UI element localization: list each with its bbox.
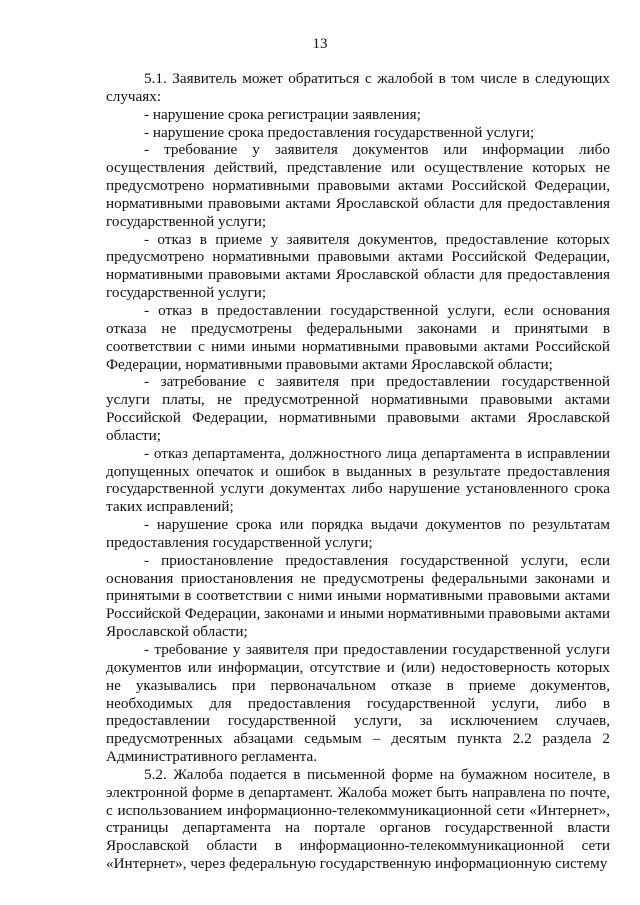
list-item-typo-correction: - отказ департамента, должностного лица департамента в исправлении допущенных опечаток и ошибок в выданных в результате предоставления государственной услуги документах либо нарушение установленного срока таких исправлений; [106,444,610,516]
paragraph-5-2: 5.2. Жалоба подается в письменной форме на бумажном носителе, в электронной форме в департамент. Жалоба может быть направлена по почте, с использованием информационно-телекоммуникационной сети «Интернет», страницы департамента на портале органов государственной власти Ярославской области в информационно-телекоммуникационной сети «Интернет», через федеральную государственную информационную систему [106,765,610,873]
paragraph-5-1-intro: 5.1. Заявитель может обратиться с жалобой в том числе в следующих случаях: [106,70,610,105]
page-number: 13 [312,36,328,52]
list-item-document-requirement: - требование у заявителя документов или информации либо осуществления действий, представление или осуществление которых не предусмотрено нормативными правовыми актами Российской Федерации, нормативными правовыми актами Ярославской области для предоставления государственной услуги; [106,141,610,230]
list-item-issuance-violation: - нарушение срока или порядка выдачи документов по результатам предоставления государственной услуги; [106,516,610,551]
list-item-registration-deadline: - нарушение срока регистрации заявления; [144,105,421,123]
document-body [106,70,610,873]
list-item-refusal-acceptance: - отказ в приеме у заявителя документов, предоставление которых предусмотрено нормативными правовыми актами Российской Федерации, нормативными правовыми актами Ярославской области для предоставления государственной услуги; [106,230,610,302]
list-item-refusal-service: - отказ в предоставлении государственной услуги, если основания отказа не предусмотрены федеральными законами и принятыми в соответствии с ними иными нормативными правовыми актами Российской Федерации, нормативными правовыми актами Ярославской области; [106,301,610,373]
list-item-fee-demand: - затребование с заявителя при предоставлении государственной услуги платы, не предусмотренной нормативными правовыми актами Российской Федерации, нормативными правовыми актами Ярославской области; [106,373,610,444]
list-item-missing-documents: - требование у заявителя при предоставлении государственной услуги документов или информации, отсутствие и (или) недостоверность которых не указывались при первоначальном отказе в приеме документов, необходимых для предоставления государственной услуги, либо в предоставлении государственной услуги, за исключением случаев, предусмотренных абзацами седьмым – десятым пункта 2.2 раздела 2 Административного регламента. [106,641,610,766]
list-item-service-deadline: - нарушение срока предоставления государственной услуги; [144,123,535,141]
list-item-suspension: - приостановление предоставления государственной услуги, если основания приостановления не предусмотрены федеральными законами и принятыми в соответствии с ними иными нормативными правовыми актами Российской Федерации, законами и иными нормативными правовыми актами Ярославской области; [106,551,610,641]
